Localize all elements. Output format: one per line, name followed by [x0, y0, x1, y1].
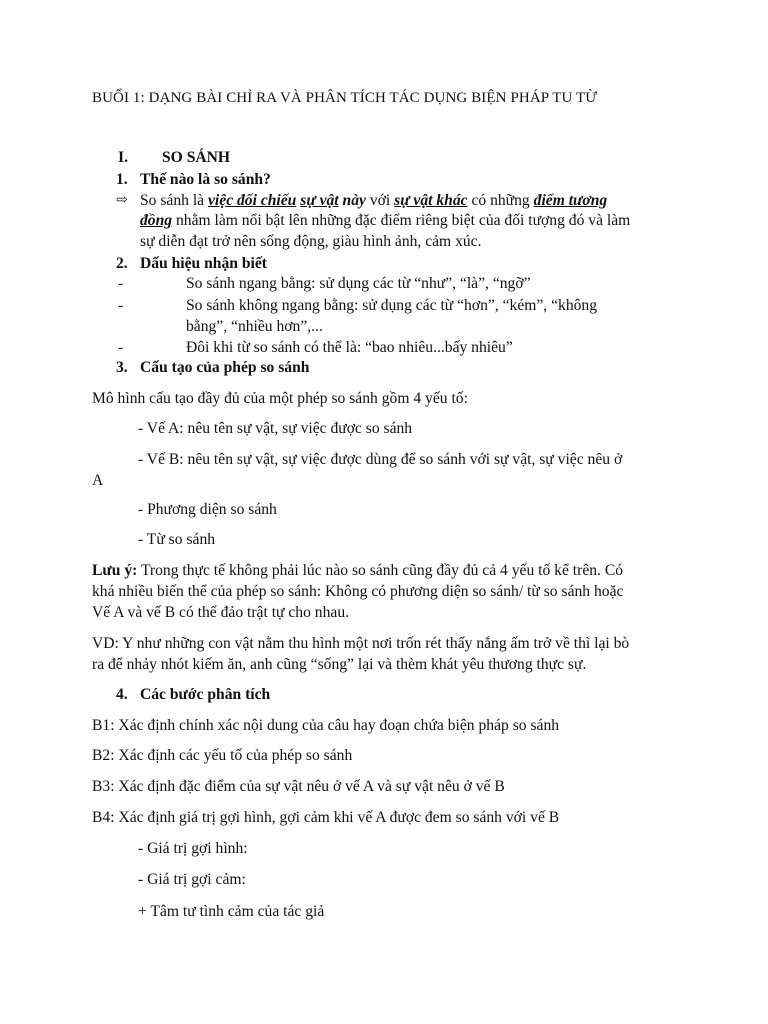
item1-paragraph-line1: So sánh là việc đối chiếu sự vật này với sự vật khác có những điểm tương — [140, 192, 608, 209]
step-line: B2: Xác định các yếu tố của phép so sánh — [92, 747, 353, 764]
bullet-text: So sánh không ngang bằng: sử dụng các từ “hơn”, “kém”, “không — [186, 297, 598, 314]
keyword-nay: này — [338, 192, 366, 209]
item2-number: 2. — [116, 255, 128, 272]
keyword-su-vat-khac: sự vật khác — [394, 192, 468, 209]
value-line: - Giá trị gợi hình: — [138, 840, 248, 857]
element-line: - Vế B: nêu tên sự vật, sự việc được dùng để so sánh với sự vật, sự việc nêu ở — [138, 451, 623, 468]
bullet-text: So sánh ngang bằng: sử dụng các từ “như”, “là”, “ngỡ” — [186, 275, 531, 292]
element-line-continuation: A — [92, 472, 104, 489]
bullet-dash: - — [118, 297, 124, 314]
document-title: BUỔI 1: DẠNG BÀI CHỈ RA VÀ PHÂN TÍCH TÁC DỤNG BIỆN PHÁP TU TỪ — [92, 90, 597, 106]
note-line1: Lưu ý: Trong thực tế không phải lúc nào so sánh cũng đầy đủ cả 4 yếu tố kể trên. Có — [92, 562, 624, 579]
item4-heading: Các bước phân tích — [140, 686, 271, 703]
item3-number: 3. — [116, 359, 128, 376]
item2-heading: Dấu hiệu nhận biết — [140, 255, 267, 272]
value-line: + Tâm tư tình cảm của tác giả — [138, 903, 325, 920]
element-line: - Vế A: nêu tên sự vật, sự việc được so sánh — [138, 420, 413, 437]
note-line3: Vế A và vế B có thể đảo trật tự cho nhau. — [92, 604, 350, 621]
item3-intro: Mô hình cấu tạo đầy đủ của một phép so sánh gồm 4 yếu tố: — [92, 390, 468, 407]
element-line: - Từ so sánh — [138, 531, 216, 548]
bullet-text: Đôi khi từ so sánh có thể là: “bao nhiêu...bấy nhiêu” — [186, 339, 513, 356]
keyword-viec-doi-chieu: việc đối chiếu — [208, 192, 297, 209]
arrow-right-icon: ⇨ — [116, 193, 128, 208]
note-label: Lưu ý: — [92, 562, 138, 579]
item4-number: 4. — [116, 686, 128, 703]
example-line2: ra để nhảy nhót kiếm ăn, anh cũng “sống” lại và thèm khát yêu thương thực sự. — [92, 656, 587, 673]
item1-paragraph-line3: sự diễn đạt trở nên sống động, giàu hình ảnh, cảm xúc. — [140, 233, 482, 250]
bullet-text-continuation: bằng”, “nhiều hơn”,... — [186, 318, 323, 335]
keyword-su-vat: sự vật — [300, 192, 339, 209]
bullet-dash: - — [118, 275, 124, 292]
step-line: B4: Xác định giá trị gợi hình, gợi cảm khi vế A được đem so sánh với vế B — [92, 809, 560, 826]
item1-number: 1. — [116, 171, 128, 188]
element-line: - Phương diện so sánh — [138, 501, 277, 518]
item3-heading: Cấu tạo của phép so sánh — [140, 359, 310, 376]
keyword-dong: đồng — [140, 212, 173, 229]
section-roman-numeral: I. — [118, 149, 128, 166]
value-line: - Giá trị gợi cảm: — [138, 871, 246, 888]
step-line: B3: Xác định đặc điểm của sự vật nêu ở vế A và sự vật nêu ở vế B — [92, 778, 505, 795]
keyword-diem-tuong: điểm tương — [533, 192, 608, 209]
section-heading: SO SÁNH — [162, 149, 231, 166]
item1-paragraph-line2: đồng nhằm làm nổi bật lên những đặc điểm riêng biệt của đối tượng đó và làm — [140, 212, 631, 229]
note-line2: khá nhiều biến thể của phép so sánh: Không có phương diện so sánh/ từ so sánh hoặc — [92, 583, 624, 600]
step-line: B1: Xác định chính xác nội dung của câu hay đoạn chứa biện pháp so sánh — [92, 717, 560, 734]
bullet-dash: - — [118, 339, 124, 356]
example-line1: VD: Y như những con vật nằm thu hình một nơi trốn rét thấy nắng ấm trở về thì lại bò — [92, 635, 630, 652]
item1-heading: Thế nào là so sánh? — [140, 171, 271, 188]
